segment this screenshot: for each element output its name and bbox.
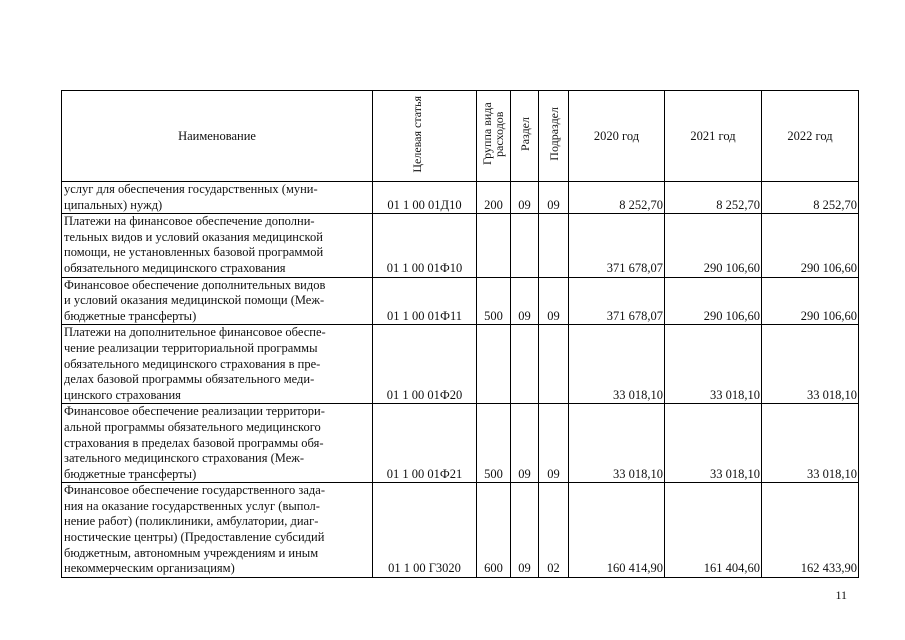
budget-table bbox=[61, 90, 859, 578]
table-row bbox=[62, 404, 859, 483]
row-name-line: страхования в пределах базовой программы обя- bbox=[64, 435, 324, 450]
row-value-2020-cell: 33 018,10 bbox=[569, 325, 665, 404]
row-expense-group-cell: 200 bbox=[477, 182, 511, 214]
header-year-2021: 2021 год bbox=[665, 91, 762, 182]
table-row bbox=[62, 277, 859, 325]
header-section: Раздел bbox=[511, 91, 539, 182]
row-name-line: Финансовое обеспечение реализации территори- bbox=[64, 404, 325, 419]
row-target-article-cell: 01 1 00 01Д10 bbox=[373, 182, 477, 214]
row-value-2021-cell: 290 106,60 bbox=[665, 214, 762, 277]
row-value-2022-cell: 8 252,70 bbox=[762, 182, 859, 214]
row-name-line: бюджетным, автономным учреждениям и иным bbox=[64, 545, 319, 560]
row-expense-group-cell bbox=[477, 325, 511, 404]
row-expense-group-cell: 500 bbox=[477, 277, 511, 325]
row-name-line: бюджетные трансферты) bbox=[64, 308, 197, 323]
header-name: Наименование bbox=[62, 91, 373, 182]
row-name-line: альной программы обязательного медицинского bbox=[64, 419, 321, 434]
row-name-line: ния на оказание государственных услуг (выпол- bbox=[64, 498, 320, 513]
row-value-2021-cell: 290 106,60 bbox=[665, 277, 762, 325]
header-year-2022: 2022 год bbox=[762, 91, 859, 182]
header-subsection: Подраздел bbox=[539, 91, 569, 182]
row-name-line: Платежи на дополнительное финансовое обеспе- bbox=[64, 325, 326, 340]
row-subsection-cell: 02 bbox=[539, 483, 569, 578]
row-name-line: ностические центры) (Предоставление субсидий bbox=[64, 530, 325, 545]
row-name-line: обязательного медицинского страхования в пре- bbox=[64, 356, 321, 371]
row-value-2021-cell: 161 404,60 bbox=[665, 483, 762, 578]
row-expense-group-cell bbox=[477, 214, 511, 277]
row-subsection-cell: 09 bbox=[539, 404, 569, 483]
row-name-line: некоммерческим организациям) bbox=[64, 561, 235, 576]
table-row bbox=[62, 325, 859, 404]
row-name-cell bbox=[62, 325, 373, 404]
row-name-line: помощи, не установленных базовой программой bbox=[64, 245, 324, 260]
row-name-line: Финансовое обеспечение государственного зада- bbox=[64, 483, 325, 498]
row-value-2020-cell: 8 252,70 bbox=[569, 182, 665, 214]
row-value-2020-cell: 160 414,90 bbox=[569, 483, 665, 578]
row-name-line: Платежи на финансовое обеспечение дополни- bbox=[64, 214, 315, 229]
header-expense-group: Группа вида расходов bbox=[477, 91, 511, 182]
row-value-2020-cell: 33 018,10 bbox=[569, 404, 665, 483]
row-target-article-cell: 01 1 00 Г3020 bbox=[373, 483, 477, 578]
row-subsection-cell bbox=[539, 214, 569, 277]
row-name-cell bbox=[62, 214, 373, 277]
row-value-2022-cell: 290 106,60 bbox=[762, 214, 859, 277]
row-expense-group-cell: 600 bbox=[477, 483, 511, 578]
row-value-2021-cell: 33 018,10 bbox=[665, 325, 762, 404]
row-value-2021-cell: 33 018,10 bbox=[665, 404, 762, 483]
row-target-article-cell: 01 1 00 01Ф21 bbox=[373, 404, 477, 483]
row-name-line: зательного медицинского страхования (Меж- bbox=[64, 451, 305, 466]
row-section-cell: 09 bbox=[511, 483, 539, 578]
table-row bbox=[62, 182, 859, 214]
row-name-line: тельных видов и условий оказания медицинской bbox=[64, 229, 323, 244]
page-number: 11 bbox=[835, 588, 847, 602]
row-target-article-cell: 01 1 00 01Ф20 bbox=[373, 325, 477, 404]
row-name-line: делах базовой программы обязательного меди- bbox=[64, 372, 315, 387]
row-value-2020-cell: 371 678,07 bbox=[569, 277, 665, 325]
row-name-cell bbox=[62, 404, 373, 483]
row-value-2022-cell: 162 433,90 bbox=[762, 483, 859, 578]
row-expense-group-cell: 500 bbox=[477, 404, 511, 483]
row-name-line: цинского страхования bbox=[64, 387, 181, 402]
header-target-article: Целевая статья bbox=[373, 91, 477, 182]
row-value-2020-cell: 371 678,07 bbox=[569, 214, 665, 277]
row-section-cell: 09 bbox=[511, 182, 539, 214]
row-name-line: ципальных) нужд) bbox=[64, 197, 163, 212]
row-name-cell bbox=[62, 483, 373, 578]
row-name-cell bbox=[62, 277, 373, 325]
row-value-2022-cell: 33 018,10 bbox=[762, 404, 859, 483]
table-row bbox=[62, 483, 859, 578]
row-section-cell: 09 bbox=[511, 404, 539, 483]
row-section-cell bbox=[511, 214, 539, 277]
row-section-cell bbox=[511, 325, 539, 404]
row-subsection-cell bbox=[539, 325, 569, 404]
row-name-line: обязательного медицинского страхования bbox=[64, 260, 286, 275]
table-row bbox=[62, 214, 859, 277]
row-name-line: чение реализации территориальной программы bbox=[64, 340, 318, 355]
row-target-article-cell: 01 1 00 01Ф11 bbox=[373, 277, 477, 325]
row-name-line: нение работ) (поликлиники, амбулатории, диаг- bbox=[64, 514, 319, 529]
row-name-line: бюджетные трансферты) bbox=[64, 466, 197, 481]
row-value-2021-cell: 8 252,70 bbox=[665, 182, 762, 214]
row-section-cell: 09 bbox=[511, 277, 539, 325]
row-subsection-cell: 09 bbox=[539, 277, 569, 325]
row-name-cell bbox=[62, 182, 373, 214]
row-name-line: и условий оказания медицинской помощи (Меж- bbox=[64, 293, 325, 308]
row-target-article-cell: 01 1 00 01Ф10 bbox=[373, 214, 477, 277]
row-value-2022-cell: 33 018,10 bbox=[762, 325, 859, 404]
table-body bbox=[62, 182, 859, 578]
header-year-2020: 2020 год bbox=[569, 91, 665, 182]
row-name-line: услуг для обеспечения государственных (муни- bbox=[64, 182, 318, 196]
row-value-2022-cell: 290 106,60 bbox=[762, 277, 859, 325]
row-subsection-cell: 09 bbox=[539, 182, 569, 214]
row-name-line: Финансовое обеспечение дополнительных видов bbox=[64, 277, 326, 292]
table-header-row bbox=[62, 91, 859, 182]
